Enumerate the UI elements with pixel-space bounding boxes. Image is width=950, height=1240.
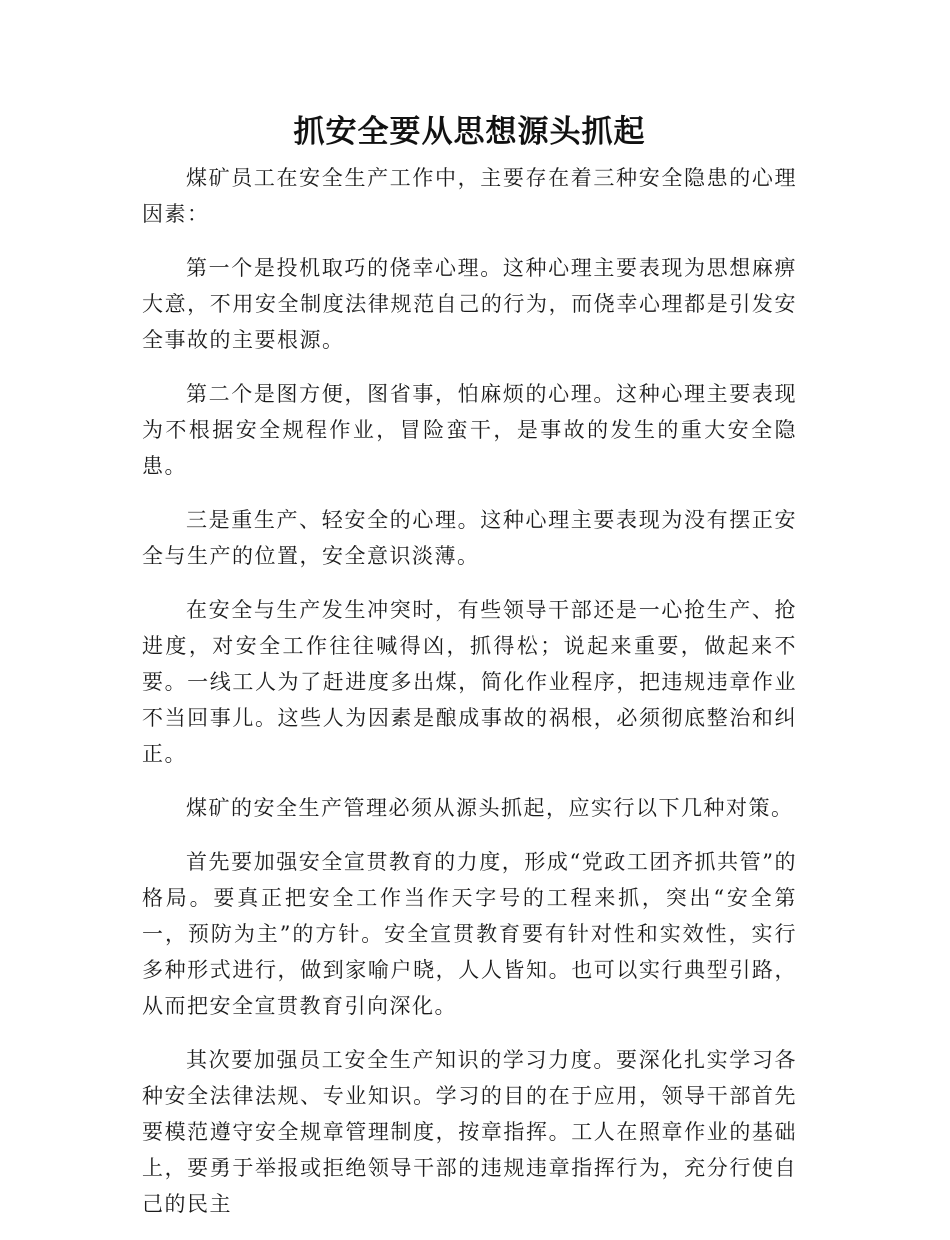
paragraph-intro: 煤矿员工在安全生产工作中，主要存在着三种安全隐患的心理因素： (142, 166, 797, 226)
document-title: 抓安全要从思想源头抓起 (293, 114, 646, 150)
paragraph-first-factor: 第一个是投机取巧的侥幸心理。这种心理主要表现为思想麻痹大意，不用安全制度法律规范自己的行为，而侥幸心理都是引发安全事故的主要根源。 (142, 256, 797, 352)
document-page (142, 112, 797, 1240)
paragraph-learning: 其次要加强员工安全生产知识的学习力度。要深化扎实学习各种安全法律法规、专业知识。学习的目的在于应用，领导干部首先要模范遵守安全规章管理制度，按章指挥。工人在照章作业的基础上，要勇于举报或拒绝领导干部的违规违章指挥行为，充分行使自己的民主 (142, 1048, 797, 1216)
paragraph-second-factor: 第二个是图方便，图省事，怕麻烦的心理。这种心理主要表现为不根据安全规程作业，冒险蛮干，是事故的发生的重大安全隐患。 (142, 382, 797, 478)
paragraph-education: 首先要加强安全宣贯教育的力度，形成“党政工团齐抓共管”的格局。要真正把安全工作当作天字号的工程来抓，突出“安全第一，预防为主”的方针。安全宣贯教育要有针对性和实效性，实行多种形式进行，做到家喻户晓，人人皆知。也可以实行典型引路，从而把安全宣贯教育引向深化。 (142, 850, 797, 1018)
paragraph-countermeasures: 煤矿的安全生产管理必须从源头抓起，应实行以下几种对策。 (186, 796, 794, 820)
paragraph-conflict: 在安全与生产发生冲突时，有些领导干部还是一心抢生产、抢进度，对安全工作往往喊得凶，抓得松；说起来重要，做起来不要。一线工人为了赶进度多出煤，简化作业程序，把违规违章作业不当回事儿。这些人为因素是酿成事故的祸根，必须彻底整治和纠正。 (142, 598, 797, 766)
paragraph-third-factor: 三是重生产、轻安全的心理。这种心理主要表现为没有摆正安全与生产的位置，安全意识淡薄。 (142, 508, 797, 568)
